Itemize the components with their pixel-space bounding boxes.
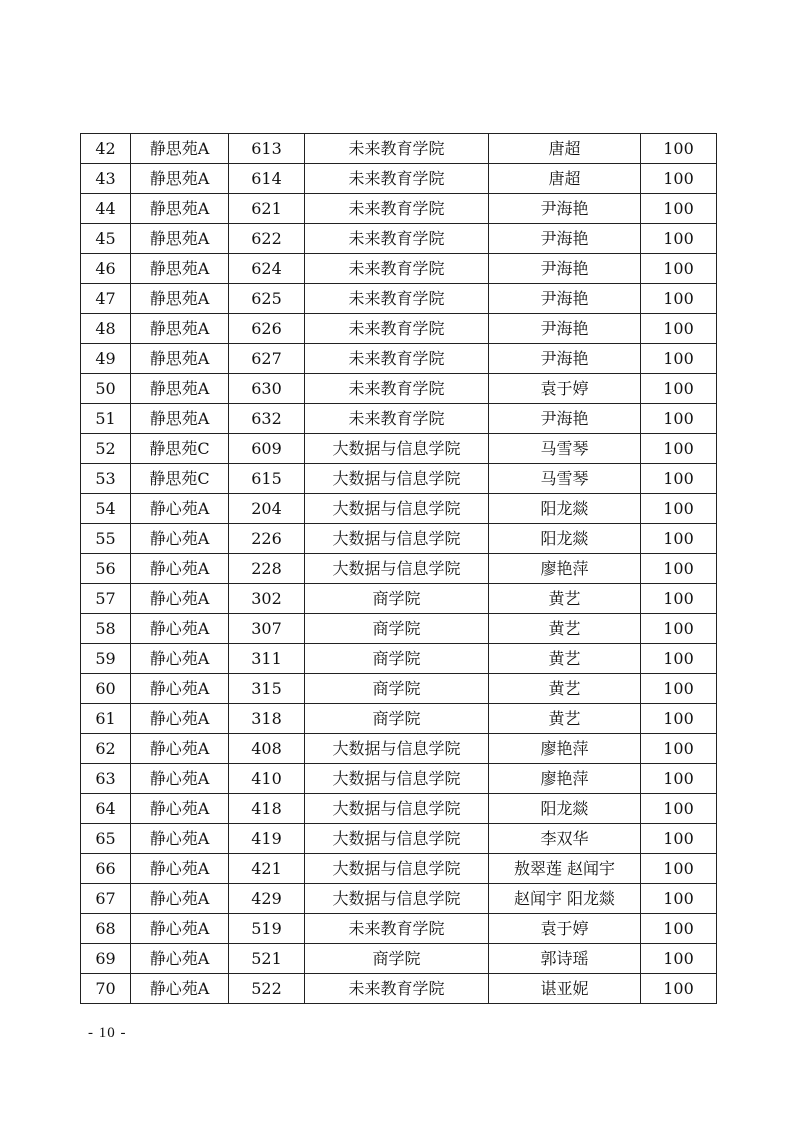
room-number-cell: 318 xyxy=(229,704,305,734)
room-number-cell: 307 xyxy=(229,614,305,644)
teacher-cell: 阳龙燚 xyxy=(489,794,641,824)
row-number-cell: 50 xyxy=(81,374,131,404)
college-cell: 商学院 xyxy=(305,614,489,644)
college-cell: 大数据与信息学院 xyxy=(305,524,489,554)
building-cell: 静思苑A xyxy=(131,164,229,194)
row-number-cell: 60 xyxy=(81,674,131,704)
room-number-cell: 615 xyxy=(229,464,305,494)
table-row xyxy=(81,944,717,974)
teacher-cell: 尹海艳 xyxy=(489,404,641,434)
room-number-cell: 204 xyxy=(229,494,305,524)
building-cell: 静心苑A xyxy=(131,944,229,974)
room-number-cell: 410 xyxy=(229,764,305,794)
teacher-cell: 敖翠莲 赵闻宇 xyxy=(489,854,641,884)
room-number-cell: 429 xyxy=(229,884,305,914)
college-cell: 商学院 xyxy=(305,644,489,674)
room-number-cell: 625 xyxy=(229,284,305,314)
row-number-cell: 63 xyxy=(81,764,131,794)
table-row xyxy=(81,974,717,1004)
building-cell: 静思苑A xyxy=(131,194,229,224)
building-cell: 静心苑A xyxy=(131,554,229,584)
table-row xyxy=(81,284,717,314)
row-number-cell: 53 xyxy=(81,464,131,494)
row-number-cell: 56 xyxy=(81,554,131,584)
building-cell: 静心苑A xyxy=(131,884,229,914)
score-cell: 100 xyxy=(641,944,717,974)
building-cell: 静思苑A xyxy=(131,224,229,254)
college-cell: 大数据与信息学院 xyxy=(305,464,489,494)
score-cell: 100 xyxy=(641,854,717,884)
room-number-cell: 311 xyxy=(229,644,305,674)
college-cell: 未来教育学院 xyxy=(305,224,489,254)
room-number-cell: 609 xyxy=(229,434,305,464)
row-number-cell: 48 xyxy=(81,314,131,344)
table-row xyxy=(81,914,717,944)
room-number-cell: 622 xyxy=(229,224,305,254)
teacher-cell: 阳龙燚 xyxy=(489,524,641,554)
teacher-cell: 尹海艳 xyxy=(489,194,641,224)
row-number-cell: 58 xyxy=(81,614,131,644)
room-number-cell: 228 xyxy=(229,554,305,584)
building-cell: 静思苑C xyxy=(131,464,229,494)
building-cell: 静心苑A xyxy=(131,644,229,674)
table-row xyxy=(81,674,717,704)
table-row xyxy=(81,614,717,644)
college-cell: 大数据与信息学院 xyxy=(305,494,489,524)
room-number-cell: 419 xyxy=(229,824,305,854)
room-number-cell: 421 xyxy=(229,854,305,884)
college-cell: 未来教育学院 xyxy=(305,374,489,404)
college-cell: 未来教育学院 xyxy=(305,134,489,164)
row-number-cell: 62 xyxy=(81,734,131,764)
score-cell: 100 xyxy=(641,134,717,164)
row-number-cell: 61 xyxy=(81,704,131,734)
building-cell: 静心苑A xyxy=(131,524,229,554)
room-number-cell: 519 xyxy=(229,914,305,944)
score-cell: 100 xyxy=(641,194,717,224)
building-cell: 静心苑A xyxy=(131,824,229,854)
teacher-cell: 李双华 xyxy=(489,824,641,854)
score-cell: 100 xyxy=(641,164,717,194)
score-cell: 100 xyxy=(641,614,717,644)
building-cell: 静思苑A xyxy=(131,314,229,344)
row-number-cell: 47 xyxy=(81,284,131,314)
college-cell: 未来教育学院 xyxy=(305,254,489,284)
building-cell: 静思苑A xyxy=(131,284,229,314)
score-cell: 100 xyxy=(641,914,717,944)
teacher-cell: 马雪琴 xyxy=(489,434,641,464)
building-cell: 静思苑A xyxy=(131,404,229,434)
score-cell: 100 xyxy=(641,404,717,434)
row-number-cell: 68 xyxy=(81,914,131,944)
score-cell: 100 xyxy=(641,674,717,704)
building-cell: 静心苑A xyxy=(131,674,229,704)
table-row xyxy=(81,644,717,674)
room-number-cell: 408 xyxy=(229,734,305,764)
teacher-cell: 廖艳萍 xyxy=(489,554,641,584)
room-number-cell: 521 xyxy=(229,944,305,974)
table-row xyxy=(81,824,717,854)
table-row xyxy=(81,314,717,344)
row-number-cell: 43 xyxy=(81,164,131,194)
score-cell: 100 xyxy=(641,254,717,284)
score-cell: 100 xyxy=(641,554,717,584)
building-cell: 静心苑A xyxy=(131,914,229,944)
room-number-cell: 632 xyxy=(229,404,305,434)
room-number-cell: 624 xyxy=(229,254,305,284)
row-number-cell: 54 xyxy=(81,494,131,524)
building-cell: 静心苑A xyxy=(131,494,229,524)
college-cell: 大数据与信息学院 xyxy=(305,824,489,854)
building-cell: 静心苑A xyxy=(131,734,229,764)
score-cell: 100 xyxy=(641,494,717,524)
college-cell: 未来教育学院 xyxy=(305,344,489,374)
score-cell: 100 xyxy=(641,764,717,794)
table-body xyxy=(81,134,717,1004)
college-cell: 大数据与信息学院 xyxy=(305,554,489,584)
row-number-cell: 44 xyxy=(81,194,131,224)
teacher-cell: 尹海艳 xyxy=(489,314,641,344)
building-cell: 静心苑A xyxy=(131,704,229,734)
table-row xyxy=(81,884,717,914)
teacher-cell: 黄艺 xyxy=(489,614,641,644)
table-row xyxy=(81,494,717,524)
building-cell: 静心苑A xyxy=(131,764,229,794)
score-cell: 100 xyxy=(641,704,717,734)
teacher-cell: 谌亚妮 xyxy=(489,974,641,1004)
score-cell: 100 xyxy=(641,464,717,494)
college-cell: 未来教育学院 xyxy=(305,404,489,434)
college-cell: 商学院 xyxy=(305,674,489,704)
row-number-cell: 65 xyxy=(81,824,131,854)
score-cell: 100 xyxy=(641,644,717,674)
college-cell: 大数据与信息学院 xyxy=(305,764,489,794)
table-row xyxy=(81,374,717,404)
row-number-cell: 45 xyxy=(81,224,131,254)
teacher-cell: 尹海艳 xyxy=(489,284,641,314)
college-cell: 商学院 xyxy=(305,704,489,734)
score-cell: 100 xyxy=(641,884,717,914)
row-number-cell: 51 xyxy=(81,404,131,434)
college-cell: 未来教育学院 xyxy=(305,194,489,224)
building-cell: 静思苑A xyxy=(131,134,229,164)
row-number-cell: 57 xyxy=(81,584,131,614)
building-cell: 静思苑A xyxy=(131,344,229,374)
table-row xyxy=(81,434,717,464)
room-number-cell: 627 xyxy=(229,344,305,374)
teacher-cell: 黄艺 xyxy=(489,644,641,674)
teacher-cell: 尹海艳 xyxy=(489,344,641,374)
row-number-cell: 49 xyxy=(81,344,131,374)
score-cell: 100 xyxy=(641,284,717,314)
teacher-cell: 郭诗瑶 xyxy=(489,944,641,974)
table-row xyxy=(81,794,717,824)
room-number-cell: 630 xyxy=(229,374,305,404)
building-cell: 静思苑A xyxy=(131,374,229,404)
table-row xyxy=(81,734,717,764)
college-cell: 未来教育学院 xyxy=(305,914,489,944)
room-number-cell: 226 xyxy=(229,524,305,554)
building-cell: 静心苑A xyxy=(131,794,229,824)
dormitory-score-table xyxy=(80,133,717,1004)
table-row xyxy=(81,134,717,164)
score-cell: 100 xyxy=(641,794,717,824)
college-cell: 未来教育学院 xyxy=(305,164,489,194)
teacher-cell: 唐超 xyxy=(489,164,641,194)
row-number-cell: 52 xyxy=(81,434,131,464)
teacher-cell: 尹海艳 xyxy=(489,224,641,254)
row-number-cell: 46 xyxy=(81,254,131,284)
score-cell: 100 xyxy=(641,224,717,254)
building-cell: 静心苑A xyxy=(131,974,229,1004)
table-row xyxy=(81,704,717,734)
teacher-cell: 廖艳萍 xyxy=(489,734,641,764)
room-number-cell: 614 xyxy=(229,164,305,194)
table-row xyxy=(81,554,717,584)
table-row xyxy=(81,164,717,194)
score-cell: 100 xyxy=(641,314,717,344)
college-cell: 未来教育学院 xyxy=(305,284,489,314)
college-cell: 大数据与信息学院 xyxy=(305,734,489,764)
teacher-cell: 廖艳萍 xyxy=(489,764,641,794)
score-cell: 100 xyxy=(641,734,717,764)
row-number-cell: 70 xyxy=(81,974,131,1004)
college-cell: 大数据与信息学院 xyxy=(305,884,489,914)
row-number-cell: 64 xyxy=(81,794,131,824)
teacher-cell: 黄艺 xyxy=(489,584,641,614)
college-cell: 大数据与信息学院 xyxy=(305,434,489,464)
teacher-cell: 尹海艳 xyxy=(489,254,641,284)
college-cell: 未来教育学院 xyxy=(305,314,489,344)
teacher-cell: 赵闻宇 阳龙燚 xyxy=(489,884,641,914)
table-row xyxy=(81,464,717,494)
row-number-cell: 42 xyxy=(81,134,131,164)
room-number-cell: 621 xyxy=(229,194,305,224)
score-cell: 100 xyxy=(641,434,717,464)
table-row xyxy=(81,854,717,884)
table-row xyxy=(81,764,717,794)
score-cell: 100 xyxy=(641,524,717,554)
table-row xyxy=(81,404,717,434)
building-cell: 静思苑A xyxy=(131,254,229,284)
teacher-cell: 马雪琴 xyxy=(489,464,641,494)
score-cell: 100 xyxy=(641,584,717,614)
college-cell: 大数据与信息学院 xyxy=(305,794,489,824)
score-cell: 100 xyxy=(641,824,717,854)
room-number-cell: 613 xyxy=(229,134,305,164)
college-cell: 未来教育学院 xyxy=(305,974,489,1004)
building-cell: 静心苑A xyxy=(131,584,229,614)
building-cell: 静思苑C xyxy=(131,434,229,464)
teacher-cell: 袁于婷 xyxy=(489,374,641,404)
teacher-cell: 阳龙燚 xyxy=(489,494,641,524)
table-row xyxy=(81,584,717,614)
building-cell: 静心苑A xyxy=(131,614,229,644)
row-number-cell: 59 xyxy=(81,644,131,674)
college-cell: 商学院 xyxy=(305,584,489,614)
score-cell: 100 xyxy=(641,374,717,404)
room-number-cell: 315 xyxy=(229,674,305,704)
row-number-cell: 67 xyxy=(81,884,131,914)
row-number-cell: 66 xyxy=(81,854,131,884)
teacher-cell: 黄艺 xyxy=(489,674,641,704)
building-cell: 静心苑A xyxy=(131,854,229,884)
teacher-cell: 唐超 xyxy=(489,134,641,164)
table-row xyxy=(81,224,717,254)
teacher-cell: 黄艺 xyxy=(489,704,641,734)
table-row xyxy=(81,344,717,374)
row-number-cell: 69 xyxy=(81,944,131,974)
row-number-cell: 55 xyxy=(81,524,131,554)
teacher-cell: 袁于婷 xyxy=(489,914,641,944)
table-row xyxy=(81,194,717,224)
college-cell: 大数据与信息学院 xyxy=(305,854,489,884)
room-number-cell: 626 xyxy=(229,314,305,344)
score-cell: 100 xyxy=(641,974,717,1004)
page-number: - 10 - xyxy=(88,1025,127,1041)
table-row xyxy=(81,254,717,284)
room-number-cell: 522 xyxy=(229,974,305,1004)
room-number-cell: 302 xyxy=(229,584,305,614)
table-row xyxy=(81,524,717,554)
room-number-cell: 418 xyxy=(229,794,305,824)
score-cell: 100 xyxy=(641,344,717,374)
college-cell: 商学院 xyxy=(305,944,489,974)
